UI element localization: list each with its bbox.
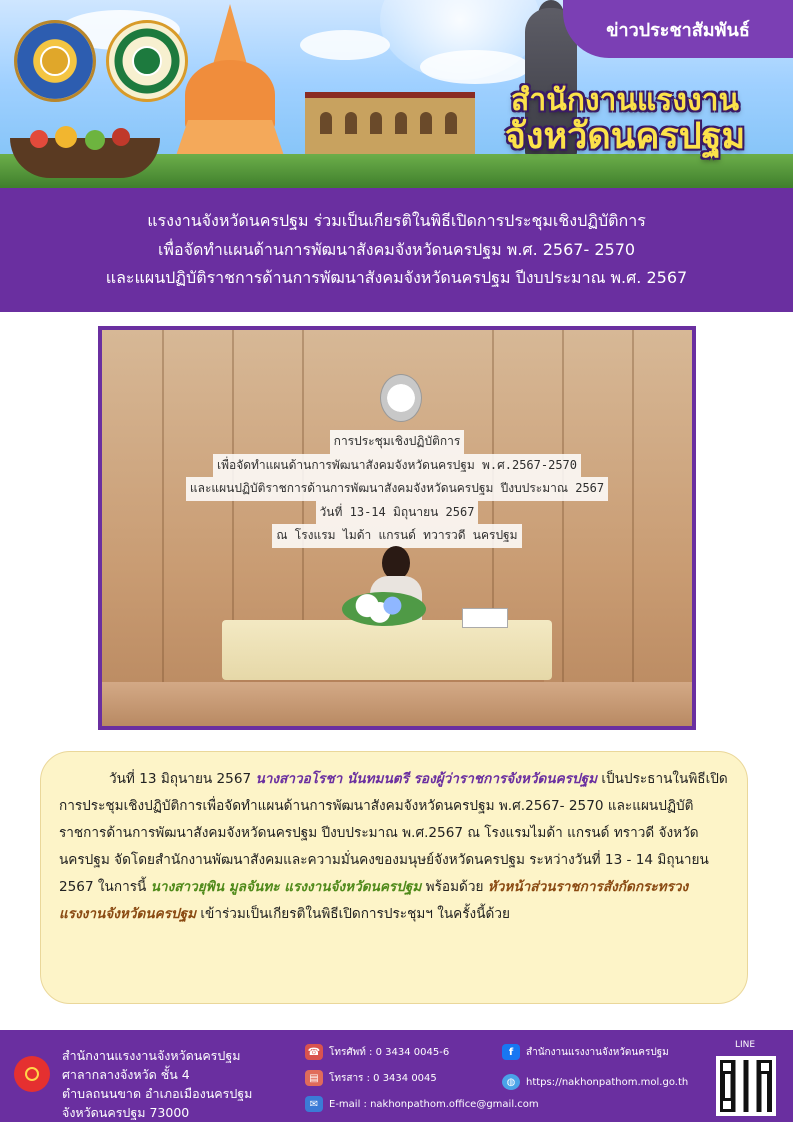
- fax-contact: [305, 1070, 437, 1086]
- phone-icon: ☎: [305, 1044, 323, 1060]
- address-line: จังหวัดนครปฐม 73000: [62, 1105, 190, 1120]
- phone-number[interactable]: โทรศัพท์ : 0 3434 0045-6: [329, 1046, 450, 1058]
- government-emblem: [380, 374, 422, 422]
- office-address: [62, 1046, 252, 1122]
- body-text: เข้าร่วมเป็นเกียรติในพิธีเปิดการประชุมฯ ในครั้งนี้ด้วย: [196, 906, 510, 922]
- office-title-line2: จังหวัดนครปฐม: [504, 116, 746, 157]
- email-icon: ✉: [305, 1096, 323, 1112]
- news-tag-label: ข่าวประชาสัมพันธ์: [606, 19, 750, 41]
- backdrop-line: เพื่อจัดทำแผนด้านการพัฒนาสังคมจังหวัดนครปฐม พ.ศ.2567-2570: [213, 454, 581, 478]
- qr-finder: [758, 1060, 772, 1074]
- podium-table: [222, 620, 552, 680]
- event-backdrop: [102, 430, 692, 548]
- header-banner: [0, 0, 793, 188]
- event-photo: [98, 326, 696, 730]
- headline-line: แรงงานจังหวัดนครปฐม ร่วมเป็นเกียรติในพิธีเปิดการประชุมเชิงปฏิบัติการ: [147, 210, 646, 230]
- palace-window: [320, 112, 332, 134]
- line-qr-code[interactable]: [716, 1056, 776, 1116]
- phone-contact: [305, 1044, 449, 1060]
- office-title: [475, 84, 775, 157]
- palace-window: [370, 112, 382, 134]
- headline-line: เพื่อจัดทำแผนด้านการพัฒนาสังคมจังหวัดนครปฐม พ.ศ. 2567- 2570: [157, 239, 636, 259]
- backdrop-line: ณ โรงแรม ไมด้า แกรนด์ ทวารวดี นครปฐม: [272, 524, 521, 548]
- footer: [0, 1030, 793, 1122]
- phra-pathom-chedi-dome: [185, 60, 275, 130]
- backdrop-line: การประชุมเชิงปฏิบัติการ: [330, 430, 465, 454]
- fax-icon: ▤: [305, 1070, 323, 1086]
- cloud: [300, 30, 390, 60]
- globe-icon: ◍: [502, 1074, 520, 1090]
- labour-officer-name: นางสาวยุพิน มูลจันทะ แรงงานจังหวัดนครปฐม: [150, 879, 422, 895]
- facebook-icon: f: [502, 1044, 520, 1060]
- qr-pattern: [720, 1060, 772, 1112]
- email-contact: [305, 1096, 539, 1112]
- facebook-contact: [502, 1044, 669, 1060]
- agency-heads: หัวหน้าส่วนราชการสังกัดกระทรวงแรงงานจังหวัดนครปฐม: [59, 879, 689, 922]
- facebook-page[interactable]: สำนักงานแรงงานจังหวัดนครปฐม: [526, 1046, 669, 1058]
- chairperson-name: นางสาวอโรชา นันทมนตรี รองผู้ว่าราชการจังหวัดนครปฐม: [255, 771, 598, 787]
- office-logo-icon: [14, 1056, 50, 1092]
- fruit: [112, 128, 130, 146]
- flower-arrangement: [342, 592, 426, 626]
- qr-finder: [720, 1060, 734, 1074]
- address-line: สำนักงานแรงงานจังหวัดนครปฐม: [62, 1048, 241, 1063]
- fruit: [85, 130, 105, 150]
- news-tag: [563, 0, 793, 58]
- body-text: พร้อมด้วย: [421, 879, 488, 895]
- nameplate: [462, 608, 508, 628]
- website-url[interactable]: https://nakhonpathom.mol.go.th: [526, 1076, 689, 1088]
- backdrop-line: และแผนปฏิบัติราชการด้านการพัฒนาสังคมจังหวัดนครปฐม ปีงบประมาณ 2567: [186, 477, 608, 501]
- news-headline: [0, 188, 793, 312]
- cloud: [420, 50, 530, 84]
- carpet: [102, 682, 692, 726]
- nakhon-pathom-province-seal: [14, 20, 96, 102]
- ministry-of-labour-seal: [106, 20, 188, 102]
- fruit: [55, 126, 77, 148]
- news-body-card: [40, 751, 748, 1004]
- news-body-paragraph: [59, 766, 729, 928]
- palace-window: [395, 112, 407, 134]
- qr-finder: [720, 1098, 734, 1112]
- phra-pathom-chedi-spire: [212, 4, 248, 68]
- palace-window: [420, 112, 432, 134]
- headline-line: และแผนปฏิบัติราชการด้านการพัฒนาสังคมจังหวัดนครปฐม ปีงบประมาณ พ.ศ. 2567: [105, 268, 688, 288]
- palace-window: [445, 112, 457, 134]
- backdrop-line: วันที่ 13-14 มิถุนายน 2567: [316, 501, 479, 525]
- line-label: LINE: [735, 1040, 756, 1050]
- fruit: [30, 130, 48, 148]
- address-line: ศาลากลางจังหวัด ชั้น 4: [62, 1067, 190, 1082]
- office-title-line1: สำนักงานแรงงาน: [511, 83, 739, 118]
- body-text: เป็นประธานในพิธีเปิดการประชุมเชิงปฏิบัติการเพื่อจัดทำแผนด้านการพัฒนาสังคมจังหวัดนครปฐม พ.ศ.2567- 2570 และแผนปฏิบัติราชการด้านการพัฒนาสังคมจังหวัดนครปฐม ปีงบประมาณ พ.ศ.2567 ณ โรงแรมไมด้า แกรนด์ ทราวดี จังหวัดนครปฐม จัดโดยสำนักงานพัฒนาสังคมและความมั่นคงของมนุษย์จังหวัดนครปฐม ระหว่างวันที่ 13 - 14 มิถุนายน 2567 ในการนี้: [59, 771, 728, 895]
- email-address[interactable]: E-mail : nakhonpathom.office@gmail.com: [329, 1098, 539, 1110]
- speaker-head: [382, 546, 410, 580]
- body-text: วันที่ 13 มิถุนายน 2567: [109, 771, 256, 787]
- palace-window: [345, 112, 357, 134]
- fax-number: โทรสาร : 0 3434 0045: [329, 1072, 437, 1084]
- website-contact: [502, 1074, 688, 1090]
- address-line: ตำบลถนนขาด อำเภอเมืองนครปฐม: [62, 1086, 253, 1101]
